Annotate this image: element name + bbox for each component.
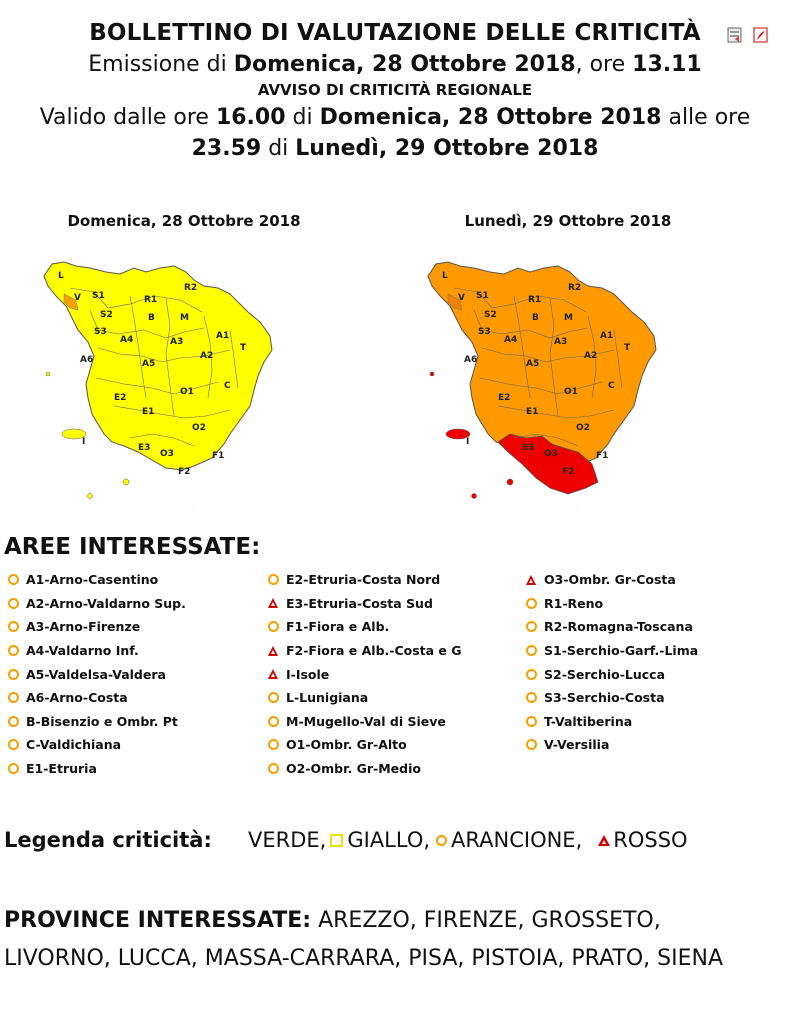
- legend-rosso: ROSSO: [613, 828, 688, 852]
- area-item: [6, 757, 186, 781]
- orange-circle-icon: [266, 714, 280, 728]
- area-item: [6, 686, 186, 710]
- area-item: [6, 733, 186, 757]
- zone-label: R1: [144, 295, 158, 305]
- zone-label: R2: [568, 283, 582, 293]
- print-icon[interactable]: [726, 26, 744, 44]
- zone-label: S1: [92, 291, 105, 301]
- area-item: [524, 592, 698, 616]
- red-triangle-icon: [524, 573, 538, 587]
- orange-circle-icon: [266, 620, 280, 634]
- zone-label: L: [58, 271, 64, 281]
- tuscany-map-day1: [44, 262, 272, 510]
- zone-label: E3: [138, 443, 151, 453]
- zone-label: F1: [212, 451, 225, 461]
- area-item-label: O2-Ombr. Gr-Medio: [286, 761, 421, 777]
- legend-verde: VERDE,: [248, 828, 327, 852]
- orange-circle-icon: [6, 762, 20, 776]
- area-item-label: A2-Arno-Valdarno Sup.: [26, 595, 186, 611]
- zone-label: F2: [178, 467, 191, 477]
- orange-circle-icon: [6, 667, 20, 681]
- zone-label: A2: [200, 351, 214, 361]
- zone-label: R1: [528, 295, 542, 305]
- zone-label: A3: [554, 337, 568, 347]
- zone-label: A5: [142, 359, 156, 369]
- area-item-label: R1-Reno: [544, 595, 604, 611]
- aree-column-3: [524, 568, 698, 757]
- zone-label: E3: [522, 443, 535, 453]
- zone-label: A1: [216, 331, 230, 341]
- zone-label: V: [458, 293, 465, 303]
- area-item-label: A1-Arno-Casentino: [26, 572, 159, 588]
- zone-label: A6: [464, 355, 478, 365]
- zone-label: F1: [596, 451, 609, 461]
- zone-label: A6: [80, 355, 94, 365]
- bulletin-header: [0, 20, 790, 161]
- map-day1-svg: [34, 230, 334, 510]
- area-item-label: R2-Romagna-Toscana: [544, 619, 693, 635]
- area-item: [6, 568, 186, 592]
- aree-column-2: [266, 568, 462, 780]
- zone-label: A3: [170, 337, 184, 347]
- area-item: [266, 733, 462, 757]
- area-item-label: S3-Serchio-Costa: [544, 690, 665, 706]
- area-item-label: A6-Arno-Costa: [26, 690, 128, 706]
- zone-label: A4: [504, 335, 518, 345]
- area-item: [266, 615, 462, 639]
- area-item: [524, 615, 698, 639]
- zone-label: R2: [184, 283, 198, 293]
- zone-label: A1: [600, 331, 614, 341]
- zone-label: S2: [100, 310, 113, 320]
- map-day2-title: Lunedì, 29 Ottobre 2018: [464, 212, 672, 230]
- area-item-label: S1-Serchio-Garf.-Lima: [544, 643, 699, 659]
- zone-label: O1: [180, 387, 194, 397]
- avviso-label: AVVISO DI CRITICITÀ REGIONALE: [257, 81, 533, 99]
- pdf-icon[interactable]: [752, 26, 770, 44]
- area-item-label: E2-Etruria-Costa Nord: [286, 572, 441, 588]
- red-triangle-icon: [266, 596, 280, 610]
- orange-circle-icon: [266, 762, 280, 776]
- zone-label: T: [624, 343, 631, 353]
- island: [507, 479, 513, 485]
- legend-arancione: ARANCIONE,: [451, 828, 583, 852]
- area-item-label: F1-Fiora e Alb.: [286, 619, 390, 635]
- orange-circle-icon: [524, 667, 538, 681]
- province-section: [4, 902, 764, 978]
- orange-circle-icon: [6, 738, 20, 752]
- map-day1: [34, 212, 334, 510]
- aree-title: AREE INTERESSATE:: [4, 534, 261, 560]
- area-item-label: S2-Serchio-Lucca: [544, 666, 666, 682]
- zone-label: S2: [484, 310, 497, 320]
- zone-label: O3: [544, 449, 558, 459]
- toolbar: [726, 26, 770, 44]
- zone-label: E1: [526, 407, 539, 417]
- area-item-label: A5-Valdelsa-Valdera: [26, 666, 166, 682]
- area-item: [524, 662, 698, 686]
- maps-area: [0, 212, 790, 522]
- area-item: [6, 639, 186, 663]
- zone-label: I: [466, 437, 470, 447]
- map-day2: [418, 212, 718, 510]
- legend-label: Legenda criticità:: [4, 828, 212, 852]
- orange-circle-icon: [6, 714, 20, 728]
- bulletin-title: BOLLETTINO DI VALUTAZIONE DELLE CRITICITÀ: [89, 20, 701, 46]
- tuscany-map-day2: [428, 262, 656, 510]
- area-item-label: I-Isole: [286, 666, 330, 682]
- orange-circle-icon: [266, 573, 280, 587]
- area-item-label: O3-Ombr. Gr-Costa: [544, 572, 676, 588]
- emission-time: 13.11: [632, 52, 702, 77]
- zone-label: S3: [478, 327, 491, 337]
- zone-label: M: [180, 313, 189, 323]
- legend-giallo: GIALLO,: [347, 828, 431, 852]
- area-item: [266, 686, 462, 710]
- zone-label: O3: [160, 449, 174, 459]
- orange-circle-icon: [436, 835, 447, 846]
- zone-label: S1: [476, 291, 489, 301]
- area-item: [6, 592, 186, 616]
- island: [46, 372, 50, 376]
- zone-label: A2: [584, 351, 598, 361]
- area-item: [524, 686, 698, 710]
- area-item-label: A4-Valdarno Inf.: [26, 643, 139, 659]
- area-item-label: A3-Arno-Firenze: [26, 619, 141, 635]
- red-triangle-icon: [598, 835, 610, 846]
- area-item-label: V-Versilia: [544, 737, 610, 753]
- red-triangle-icon: [266, 667, 280, 681]
- aree-section: [4, 534, 260, 560]
- zone-label: O1: [564, 387, 578, 397]
- orange-circle-icon: [524, 620, 538, 634]
- island: [430, 372, 434, 376]
- zone-label: E2: [498, 393, 511, 403]
- area-item-label: C-Valdichiana: [26, 737, 122, 753]
- orange-circle-icon: [6, 573, 20, 587]
- orange-circle-icon: [524, 596, 538, 610]
- map-day1-title: Domenica, 28 Ottobre 2018: [67, 212, 301, 230]
- area-item: [266, 568, 462, 592]
- valid-line-1: Valido dalle ore 16.00 di Domenica, 28 Ottobre 2018 alle ore: [39, 105, 751, 130]
- area-item: [266, 757, 462, 781]
- area-item: [524, 639, 698, 663]
- island: [88, 494, 93, 499]
- zone-label: E2: [114, 393, 127, 403]
- yellow-square-icon: [330, 834, 343, 847]
- zone-label: A5: [526, 359, 540, 369]
- orange-circle-icon: [266, 738, 280, 752]
- area-item-label: L-Lunigiana: [286, 690, 369, 706]
- zone-label: A4: [120, 335, 134, 345]
- zone-label: O2: [192, 423, 206, 433]
- area-item-label: F2-Fiora e Alb.-Costa e G: [286, 643, 462, 659]
- area-item: [266, 592, 462, 616]
- orange-circle-icon: [524, 691, 538, 705]
- area-item: [266, 639, 462, 663]
- orange-circle-icon: [6, 691, 20, 705]
- zone-label: C: [608, 381, 615, 391]
- area-item: [266, 662, 462, 686]
- orange-circle-icon: [524, 644, 538, 658]
- zone-label: B: [148, 313, 155, 323]
- zone-label: L: [442, 271, 448, 281]
- area-item-label: T-Valtiberina: [544, 713, 633, 729]
- area-item: [524, 710, 698, 734]
- zone-label: S3: [94, 327, 107, 337]
- area-item: [266, 710, 462, 734]
- area-item: [6, 615, 186, 639]
- zone-label: F2: [562, 467, 575, 477]
- orange-circle-icon: [6, 644, 20, 658]
- orange-circle-icon: [266, 691, 280, 705]
- aree-column-1: [6, 568, 186, 780]
- red-triangle-icon: [266, 644, 280, 658]
- island: [472, 494, 477, 499]
- valid-line-2: 23.59 di Lunedì, 29 Ottobre 2018: [191, 136, 599, 161]
- zone-label: B: [532, 313, 539, 323]
- zone-label: E1: [142, 407, 155, 417]
- orange-circle-icon: [6, 596, 20, 610]
- emission-date: Domenica, 28 Ottobre 2018: [233, 52, 576, 77]
- province-label: PROVINCE INTERESSATE:: [4, 908, 312, 933]
- orange-circle-icon: [524, 714, 538, 728]
- area-item: [6, 662, 186, 686]
- emission-line: Emissione di Domenica, 28 Ottobre 2018, ore 13.11: [88, 52, 702, 77]
- area-item-label: M-Mugello-Val di Sieve: [286, 713, 446, 729]
- orange-circle-icon: [524, 738, 538, 752]
- legend: [4, 828, 688, 852]
- area-item-label: O1-Ombr. Gr-Alto: [286, 737, 407, 753]
- zone-label: I: [82, 437, 86, 447]
- island: [123, 479, 129, 485]
- area-item: [524, 568, 698, 592]
- zone-label: O2: [576, 423, 590, 433]
- area-item-label: E3-Etruria-Costa Sud: [286, 595, 433, 611]
- area-item-label: B-Bisenzio e Ombr. Pt: [26, 713, 178, 729]
- zone-label: V: [74, 293, 81, 303]
- area-item: [524, 733, 698, 757]
- province-list: AREZZO, FIRENZE, GROSSETO, LIVORNO, LUCCA, MASSA-CARRARA, PISA, PISTOIA, PRATO, SIENA: [4, 908, 724, 971]
- map-day2-svg: [418, 230, 718, 510]
- zone-label: C: [224, 381, 231, 391]
- zone-label: T: [240, 343, 247, 353]
- area-item: [6, 710, 186, 734]
- orange-circle-icon: [6, 620, 20, 634]
- zone-label: M: [564, 313, 573, 323]
- area-item-label: E1-Etruria: [26, 761, 97, 777]
